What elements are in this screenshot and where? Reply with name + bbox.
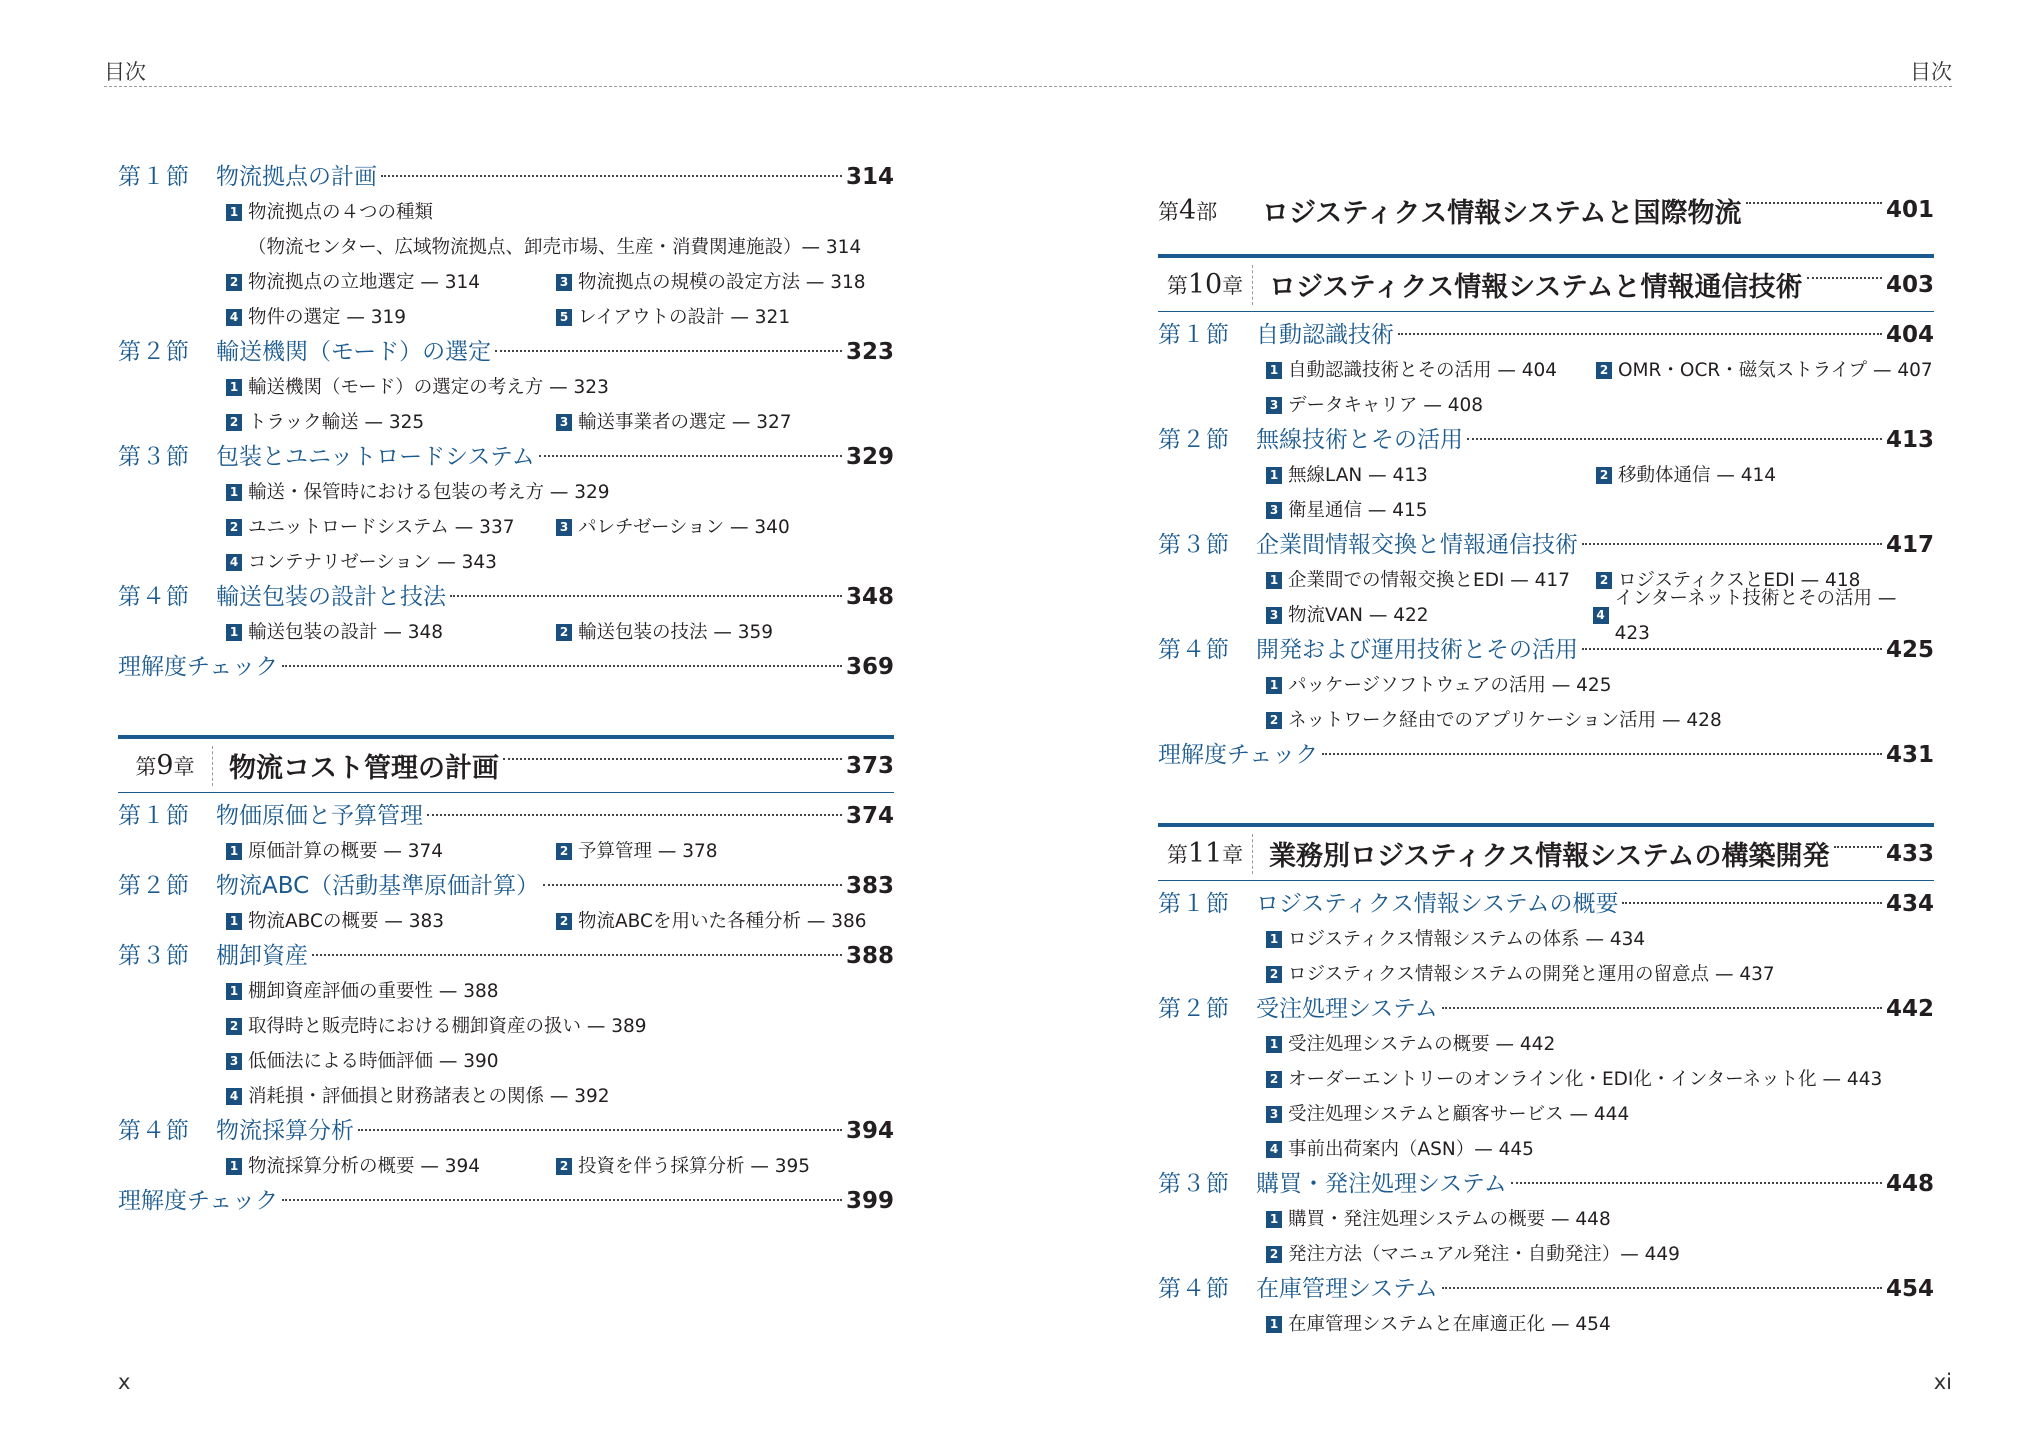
toc-item[interactable]: 2 取得時と販売時における棚卸資産の扱い — 389 [226, 1009, 647, 1044]
section-title: 企業間情報交換と情報通信技術 [1256, 532, 1578, 558]
item-badge: 3 [556, 519, 572, 536]
chapter-label: 第9章 [118, 746, 213, 786]
toc-items [118, 615, 894, 650]
section-page: 454 [1885, 1276, 1934, 1302]
toc-item[interactable]: 1 企業間での情報交換とEDI — 417 [1266, 563, 1596, 598]
section-page: 394 [845, 1118, 894, 1144]
dot-leader [1511, 1182, 1882, 1184]
item-badge: 1 [226, 983, 242, 1000]
toc-review-check[interactable] [1158, 738, 1934, 773]
toc-item[interactable]: 1 ロジスティクス情報システムの体系 — 434 [1266, 922, 1645, 957]
section-number: 第３節 [118, 444, 190, 470]
item-badge: 2 [226, 414, 242, 431]
toc-items [118, 195, 894, 335]
part-label: 第4部 [1158, 194, 1218, 226]
toc-items [1158, 922, 1934, 992]
chapter-page: 373 [845, 752, 894, 779]
item-badge: 1 [1266, 1316, 1282, 1333]
item-badge: 1 [226, 204, 242, 221]
section-number: 第１節 [118, 164, 190, 190]
toc-item[interactable]: 1 物流ABCの概要 — 383 [226, 904, 556, 939]
toc-item[interactable]: 1 物流拠点の４つの種類 [226, 195, 433, 230]
chapter-title: 物流コスト管理の計画 [229, 753, 499, 784]
item-badge: 2 [1266, 1246, 1282, 1263]
section-page: 442 [1885, 996, 1934, 1022]
toc-items [1158, 668, 1934, 738]
section-number: 第１節 [118, 803, 190, 829]
item-badge: 3 [556, 274, 572, 291]
toc-item[interactable]: 3 輸送事業者の選定 — 327 [556, 405, 792, 440]
toc-section[interactable] [118, 440, 894, 475]
section-page: 383 [845, 873, 894, 899]
item-badge: 2 [1596, 362, 1612, 379]
section-number: 第４節 [1158, 1276, 1230, 1302]
toc-item[interactable]: 4 物件の選定 — 319 [226, 300, 556, 335]
toc-item[interactable]: 1 自動認識技術とその活用 — 404 [1266, 353, 1596, 388]
section-number: 第２節 [118, 873, 190, 899]
section-number: 第４節 [1158, 637, 1230, 663]
section-page: 329 [845, 444, 894, 470]
toc-section[interactable] [118, 799, 894, 834]
item-badge: 2 [556, 1158, 572, 1175]
section-title: 物流採算分析 [216, 1118, 354, 1144]
item-badge: 1 [226, 1158, 242, 1175]
toc-item[interactable]: 1 輸送・保管時における包装の考え方 — 329 [226, 475, 610, 510]
section-title: 包装とユニットロードシステム [216, 444, 535, 470]
section-title: 輸送包装の設計と技法 [216, 584, 446, 610]
review-title: 理解度チェック [118, 654, 279, 680]
toc-item[interactable]: 1 原価計算の概要 — 374 [226, 834, 556, 869]
toc-item[interactable]: 1 棚卸資産評価の重要性 — 388 [226, 974, 499, 1009]
toc-item[interactable]: 1 受注処理システムの概要 — 442 [1266, 1027, 1555, 1062]
item-badge: 2 [226, 519, 242, 536]
toc-item[interactable]: 4 消耗損・評価損と財務諸表との関係 — 392 [226, 1079, 610, 1114]
toc-item[interactable]: 4 事前出荷案内（ASN）— 445 [1266, 1132, 1534, 1167]
section-title: 開発および運用技術とその活用 [1256, 637, 1578, 663]
left-page-toc [118, 160, 894, 1219]
section-page: 348 [845, 584, 894, 610]
toc-item[interactable]: 3 衛星通信 — 415 [1266, 493, 1428, 528]
toc-item[interactable]: 1 無線LAN — 413 [1266, 458, 1596, 493]
dot-leader [450, 595, 842, 597]
item-badge: 4 [1593, 607, 1609, 624]
item-badge: 1 [226, 913, 242, 930]
dot-leader [1322, 753, 1882, 755]
item-badge: 1 [1266, 1211, 1282, 1228]
section-number: 第１節 [1158, 322, 1230, 348]
dot-leader [282, 665, 842, 667]
section-title: 物価原価と予算管理 [216, 803, 423, 829]
toc-items [118, 475, 894, 580]
review-page: 399 [845, 1188, 894, 1214]
toc-items [1158, 563, 1934, 644]
item-badge: 4 [226, 309, 242, 326]
toc-items [118, 370, 894, 440]
toc-item[interactable]: 2 OMR・OCR・磁気ストライプ — 407 [1596, 353, 1933, 388]
section-title: 購買・発注処理システム [1256, 1171, 1507, 1197]
section-number: 第３節 [1158, 1171, 1230, 1197]
toc-section[interactable] [1158, 992, 1934, 1027]
toc-section[interactable] [118, 1114, 894, 1149]
toc-review-check[interactable] [118, 1184, 894, 1219]
toc-item[interactable]: 1 輸送包装の設計 — 348 [226, 615, 556, 650]
section-page: 404 [1885, 322, 1934, 348]
section-page: 388 [845, 943, 894, 969]
review-page: 369 [845, 654, 894, 680]
section-page: 374 [845, 803, 894, 829]
toc-section[interactable] [1158, 1167, 1934, 1202]
toc-items [1158, 458, 1934, 528]
toc-item[interactable]: 2 トラック輸送 — 325 [226, 405, 556, 440]
item-badge: 1 [1266, 572, 1282, 589]
section-number: 第２節 [1158, 996, 1230, 1022]
dot-leader [1807, 277, 1882, 279]
dot-leader [1467, 438, 1882, 440]
section-page: 434 [1885, 891, 1934, 917]
toc-section[interactable] [1158, 528, 1934, 563]
toc-item[interactable]: 2 投資を伴う採算分析 — 395 [556, 1149, 810, 1184]
item-badge: 2 [1596, 467, 1612, 484]
chapter-label: 第10章 [1158, 265, 1253, 305]
section-page: 323 [845, 339, 894, 365]
toc-item[interactable]: 2 ロジスティクス情報システムの開発と運用の留意点 — 437 [1266, 957, 1775, 992]
chapter-title: 業務別ロジスティクス情報システムの構築開発 [1269, 841, 1830, 872]
item-badge: 1 [1266, 362, 1282, 379]
section-page: 417 [1885, 532, 1934, 558]
toc-items [1158, 1027, 1934, 1167]
item-badge: 3 [226, 1053, 242, 1070]
toc-item[interactable]: 4 インターネット技術とその活用 — 423 [1593, 598, 1934, 633]
part-heading[interactable] [1158, 180, 1934, 240]
section-page: 413 [1885, 427, 1934, 453]
section-number: 第４節 [118, 1118, 190, 1144]
item-badge: 2 [1596, 572, 1612, 589]
section-title: 自動認識技術 [1256, 322, 1394, 348]
toc-items [118, 904, 894, 939]
toc-section[interactable] [118, 160, 894, 195]
item-badge: 1 [226, 379, 242, 396]
item-badge: 2 [1266, 712, 1282, 729]
dot-leader [427, 814, 842, 816]
dot-leader [282, 1199, 842, 1201]
chapter-page: 433 [1885, 840, 1934, 867]
dot-leader [539, 455, 842, 457]
toc-item[interactable]: 3 低価法による時価評価 — 390 [226, 1044, 499, 1079]
section-page: 425 [1885, 637, 1934, 663]
toc-item[interactable]: 3 物流拠点の規模の設定方法 — 318 [556, 265, 866, 300]
item-badge: 1 [226, 484, 242, 501]
toc-section[interactable] [1158, 423, 1934, 458]
toc-items [118, 974, 894, 1114]
section-title: 受注処理システム [1256, 996, 1438, 1022]
toc-item[interactable]: 1 在庫管理システムと在庫適正化 — 454 [1266, 1307, 1611, 1342]
toc-items [1158, 353, 1934, 423]
item-badge: 4 [226, 554, 242, 571]
chapter-label: 第11章 [1158, 834, 1253, 874]
dot-leader [1398, 333, 1882, 335]
toc-item[interactable]: 3 受注処理システムと顧客サービス — 444 [1266, 1097, 1629, 1132]
item-badge: 2 [226, 274, 242, 291]
dot-leader [312, 954, 842, 956]
toc-item[interactable]: 1 物流採算分析の概要 — 394 [226, 1149, 556, 1184]
item-badge: 2 [1266, 1071, 1282, 1088]
toc-item[interactable]: 2 ロジスティクスとEDI — 418 [1596, 563, 1860, 598]
item-badge: 1 [1266, 677, 1282, 694]
section-page: 448 [1885, 1171, 1934, 1197]
item-badge: 2 [556, 913, 572, 930]
item-badge: 1 [226, 843, 242, 860]
item-badge: 2 [226, 1018, 242, 1035]
section-title: 物流拠点の計画 [216, 164, 377, 190]
toc-section[interactable] [118, 335, 894, 370]
section-title: 輸送機関（モード）の選定 [216, 339, 492, 365]
dot-leader [1622, 902, 1882, 904]
chapter-title: ロジスティクス情報システムと情報通信技術 [1269, 272, 1803, 303]
part-title: ロジスティクス情報システムと国際物流 [1262, 197, 1742, 229]
header-divider [104, 86, 1952, 87]
chapter-heading[interactable] [1158, 254, 1934, 312]
chapter-page: 403 [1885, 271, 1934, 298]
review-page: 431 [1885, 742, 1934, 768]
dot-leader [358, 1129, 842, 1131]
chapter-heading[interactable] [1158, 823, 1934, 881]
section-number: 第４節 [118, 584, 190, 610]
item-badge: 3 [1266, 1106, 1282, 1123]
toc-item-continued: （物流センター、広域物流拠点、卸売市場、生産・消費関連施設）— 314 [248, 237, 862, 258]
page-number-right: xi [1933, 1370, 1952, 1394]
toc-item[interactable]: 2 物流ABCを用いた各種分析 — 386 [556, 904, 867, 939]
section-number: 第３節 [1158, 532, 1230, 558]
section-number: 第２節 [118, 339, 190, 365]
chapter-heading[interactable] [118, 735, 894, 793]
toc-item[interactable]: 2 ユニットロードシステム — 337 [226, 510, 556, 545]
section-title: 無線技術とその活用 [1256, 427, 1463, 453]
item-badge: 5 [556, 309, 572, 326]
toc-section[interactable] [118, 939, 894, 974]
item-badge: 1 [1266, 931, 1282, 948]
toc-section[interactable] [1158, 318, 1934, 353]
section-title: 棚卸資産 [216, 943, 308, 969]
part-page: 401 [1885, 197, 1934, 223]
item-badge: 3 [1266, 607, 1282, 624]
dot-leader [495, 350, 842, 352]
toc-item[interactable]: 2 物流拠点の立地選定 — 314 [226, 265, 556, 300]
dot-leader [1442, 1287, 1882, 1289]
toc-review-check[interactable] [118, 650, 894, 685]
toc-item[interactable]: 4 コンテナリゼーション — 343 [226, 545, 497, 580]
toc-item[interactable]: 2 発注方法（マニュアル発注・自動発注）— 449 [1266, 1237, 1680, 1272]
toc-item[interactable]: 2 ネットワーク経由でのアプリケーション活用 — 428 [1266, 703, 1722, 738]
toc-item[interactable]: 5 レイアウトの設計 — 321 [556, 300, 790, 335]
dot-leader [1582, 543, 1882, 545]
dot-leader [503, 758, 842, 760]
item-badge: 2 [1266, 966, 1282, 983]
dot-leader [1834, 846, 1882, 848]
review-title: 理解度チェック [118, 1188, 279, 1214]
toc-item[interactable]: 2 移動体通信 — 414 [1596, 458, 1776, 493]
dot-leader [543, 884, 842, 886]
page-number-left: x [118, 1370, 131, 1394]
item-badge: 3 [1266, 397, 1282, 414]
toc-item[interactable]: 3 パレチゼーション — 340 [556, 510, 790, 545]
toc-items [1158, 1307, 1934, 1342]
review-title: 理解度チェック [1158, 742, 1319, 768]
item-badge: 1 [226, 624, 242, 641]
dot-leader [1582, 648, 1882, 650]
section-number: 第１節 [1158, 891, 1230, 917]
toc-section[interactable] [118, 580, 894, 615]
toc-items [118, 1149, 894, 1184]
dot-leader [381, 175, 842, 177]
section-number: 第２節 [1158, 427, 1230, 453]
item-badge: 4 [1266, 1141, 1282, 1158]
item-badge: 1 [1266, 467, 1282, 484]
item-badge: 3 [556, 414, 572, 431]
dot-leader [1746, 202, 1882, 204]
toc-items [1158, 1202, 1934, 1272]
toc-item[interactable]: 2 予算管理 — 378 [556, 834, 718, 869]
section-page: 314 [845, 164, 894, 190]
toc-section[interactable] [1158, 1272, 1934, 1307]
toc-item[interactable]: 1 購買・発注処理システムの概要 — 448 [1266, 1202, 1611, 1237]
toc-item[interactable]: 2 オーダーエントリーのオンライン化・EDI化・インターネット化 — 443 [1266, 1062, 1882, 1097]
toc-items [118, 834, 894, 869]
section-title: 物流ABC（活動基準原価計算） [216, 873, 540, 899]
toc-section[interactable] [1158, 887, 1934, 922]
toc-section[interactable] [118, 869, 894, 904]
toc-item[interactable]: 1 パッケージソフトウェアの活用 — 425 [1266, 668, 1611, 703]
item-badge: 2 [556, 624, 572, 641]
running-header-right: 目次 [1910, 60, 1952, 84]
section-number: 第３節 [118, 943, 190, 969]
right-page-toc [1158, 180, 1934, 1342]
item-badge: 1 [1266, 1036, 1282, 1053]
toc-item[interactable]: 3 物流VAN — 422 [1266, 598, 1593, 633]
dot-leader [1442, 1007, 1882, 1009]
running-header-left: 目次 [104, 60, 146, 84]
item-badge: 4 [226, 1088, 242, 1105]
section-title: ロジスティクス情報システムの概要 [1256, 891, 1619, 917]
toc-item[interactable]: 2 輸送包装の技法 — 359 [556, 615, 773, 650]
item-badge: 3 [1266, 502, 1282, 519]
item-badge: 2 [556, 843, 572, 860]
section-title: 在庫管理システム [1256, 1276, 1438, 1302]
toc-item[interactable]: 3 データキャリア — 408 [1266, 388, 1483, 423]
toc-item[interactable]: 1 輸送機関（モード）の選定の考え方 — 323 [226, 370, 609, 405]
